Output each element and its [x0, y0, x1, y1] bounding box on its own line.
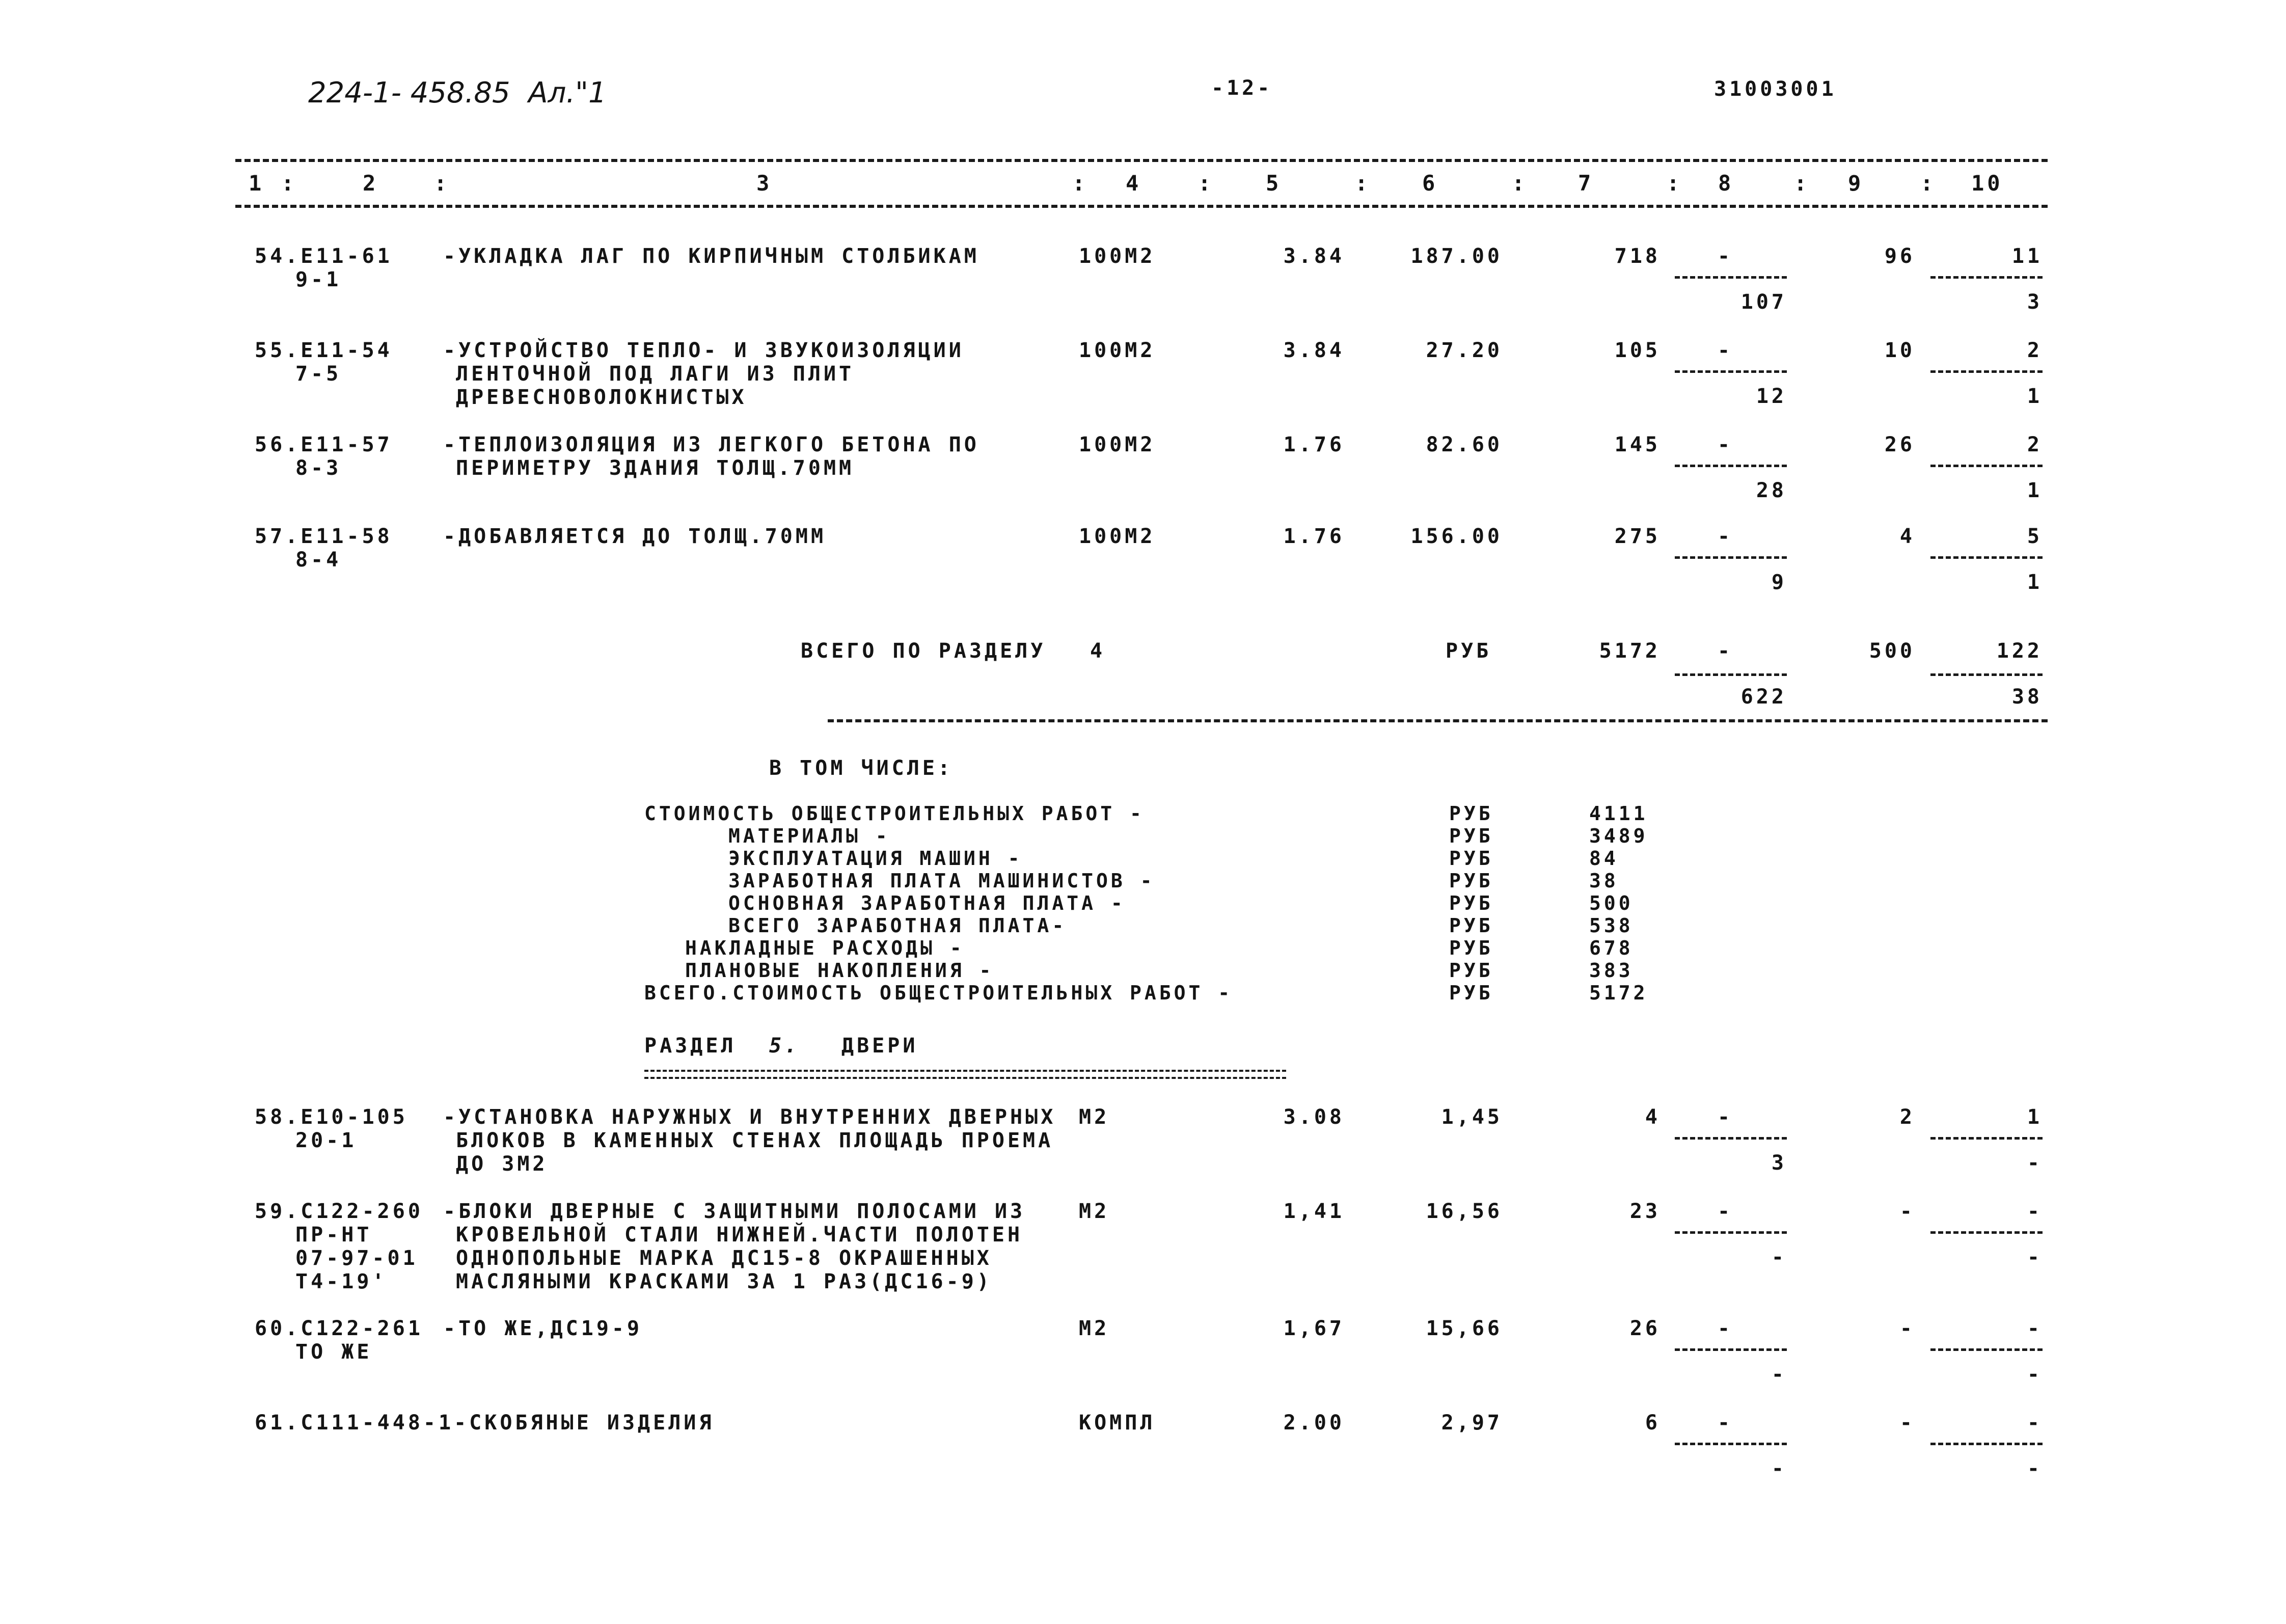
row-c8-bottom: -	[1771, 1457, 1787, 1480]
fraction-rule-c8	[1675, 370, 1787, 373]
col-header-4: 4	[1126, 171, 1142, 196]
row-c9: 4	[1899, 525, 1915, 548]
row-description-line: БЛОКОВ В КАМЕННЫХ СТЕНАХ ПЛОЩАДЬ ПРОЕМА	[456, 1129, 1054, 1152]
document-code: 31003001	[1714, 77, 1837, 101]
fraction-rule-c10	[1930, 1231, 2043, 1234]
row-c8-bottom: 9	[1771, 571, 1787, 594]
row-total: 6	[1645, 1411, 1661, 1434]
section-total-c8-bottom: 622	[1740, 685, 1787, 709]
row-c10-top: 2	[2027, 339, 2043, 362]
row-price: 1,45	[1441, 1105, 1503, 1129]
section-total-value: 5172	[1599, 639, 1661, 663]
row-c10-bottom: 1	[2027, 571, 2043, 594]
row-code: 54.Е11-61	[255, 245, 393, 268]
row-c10-bottom: 3	[2027, 290, 2043, 314]
row-c8-top: -	[1718, 1317, 1733, 1340]
col-sep: :	[1355, 171, 1371, 196]
row-qty: 3.08	[1283, 1105, 1345, 1129]
breakdown-unit: РУБ	[1449, 825, 1493, 847]
row-c10-bottom: -	[2027, 1457, 2043, 1480]
breakdown-value: 383	[1589, 959, 1634, 982]
breakdown-unit: РУБ	[1449, 892, 1493, 914]
row-qty: 3.84	[1283, 339, 1345, 362]
col-header-1: 1	[249, 171, 265, 196]
row-unit: 100М2	[1079, 525, 1156, 548]
row-code: 57.Е11-58	[255, 525, 393, 548]
col-header-6: 6	[1422, 171, 1438, 196]
row-description-line: -БЛОКИ ДВЕРНЫЕ С ЗАЩИТНЫМИ ПОЛОСАМИ ИЗ	[443, 1200, 1026, 1223]
breakdown-unit: РУБ	[1449, 847, 1493, 870]
breakdown-label: СТОИМОСТЬ ОБЩЕСТРОИТЕЛЬНЫХ РАБОТ -	[644, 802, 1145, 825]
row-description-line: МАСЛЯНЫМИ КРАСКАМИ ЗА 1 РАЗ(ДС16-9)	[456, 1270, 992, 1293]
row-c8-top: -	[1718, 339, 1733, 362]
section-total-c9: 500	[1869, 639, 1915, 663]
section-total-unit: РУБ	[1446, 639, 1492, 663]
col-header-10: 10	[1971, 171, 2003, 196]
row-c8-bottom: -	[1771, 1246, 1787, 1269]
row-c10-bottom: 1	[2027, 479, 2043, 502]
row-c8-bottom: 3	[1771, 1151, 1787, 1175]
col-sep: :	[1920, 171, 1937, 196]
row-code-line: 8-3	[295, 456, 342, 480]
fraction-rule-c10	[1930, 1348, 2043, 1351]
row-description-line: -ТЕПЛОИЗОЛЯЦИЯ ИЗ ЛЕГКОГО БЕТОНА ПО	[443, 433, 979, 456]
breakdown-unit: РУБ	[1449, 802, 1493, 825]
col-header-2: 2	[363, 171, 379, 196]
breakdown-value: 4111	[1589, 802, 1648, 825]
row-c9: 96	[1884, 245, 1915, 268]
row-description-line: ДРЕВЕСНОВОЛОКНИСТЫХ	[456, 386, 747, 409]
row-code-line: 7-5	[295, 362, 342, 386]
fraction-rule-c8	[1675, 465, 1787, 467]
col-header-5: 5	[1266, 171, 1282, 196]
col-header-7: 7	[1578, 171, 1594, 196]
col-header-9: 9	[1848, 171, 1864, 196]
breakdown-label: ЗАРАБОТНАЯ ПЛАТА МАШИНИСТОВ -	[728, 870, 1155, 892]
row-total: 23	[1629, 1200, 1661, 1223]
row-price: 16,56	[1426, 1200, 1503, 1223]
row-unit: М2	[1079, 1317, 1110, 1340]
row-price: 82.60	[1426, 433, 1503, 456]
fraction-rule-c8	[1675, 276, 1787, 279]
row-c10-top: 1	[2027, 1105, 2043, 1129]
row-c8-top: -	[1718, 245, 1733, 268]
row-description-line: КРОВЕЛЬНОЙ СТАЛИ НИЖНЕЙ.ЧАСТИ ПОЛОТЕН	[456, 1223, 1023, 1247]
fraction-rule-c10	[1930, 276, 2043, 279]
row-total: 145	[1614, 433, 1661, 456]
row-code: 61.С111-448-1-СКОБЯНЫЕ ИЗДЕЛИЯ	[255, 1411, 715, 1434]
col-header-8: 8	[1718, 171, 1734, 196]
row-description-line: ПЕРИМЕТРУ ЗДАНИЯ ТОЛЩ.70ММ	[456, 456, 855, 480]
breakdown-label: ПЛАНОВЫЕ НАКОПЛЕНИЯ -	[685, 959, 994, 982]
section-total-label: ВСЕГО ПО РАЗДЕЛУ	[801, 639, 1046, 663]
row-c10-bottom: -	[2027, 1246, 2043, 1269]
row-c8-top: -	[1718, 525, 1733, 548]
row-code-line: 20-1	[295, 1129, 357, 1152]
breakdown-unit: РУБ	[1449, 870, 1493, 892]
row-c10-top: -	[2027, 1411, 2043, 1434]
row-qty: 1,67	[1283, 1317, 1345, 1340]
fraction-rule-c8	[1675, 1231, 1787, 1234]
col-sep: :	[1072, 171, 1088, 196]
row-c10-top: -	[2027, 1317, 2043, 1340]
row-unit: 100М2	[1079, 339, 1156, 362]
fraction-rule-c10	[1930, 1137, 2043, 1140]
section-number: 5.	[769, 1034, 800, 1058]
row-c10-top: 2	[2027, 433, 2043, 456]
row-unit: 100М2	[1079, 433, 1156, 456]
row-price: 156.00	[1410, 525, 1503, 548]
document-reference: 224-1- 458.85 Ал."1	[308, 76, 607, 110]
row-qty: 1,41	[1283, 1200, 1345, 1223]
row-code: 59.С122-260	[255, 1200, 423, 1223]
row-c9: 2	[1899, 1105, 1915, 1129]
row-code: 60.С122-261	[255, 1317, 423, 1340]
row-price: 187.00	[1410, 245, 1503, 268]
row-code-line: Т4-19'	[295, 1270, 388, 1293]
row-code-line: 07-97-01	[295, 1247, 418, 1270]
row-qty: 1.76	[1283, 525, 1345, 548]
row-c9: 26	[1884, 433, 1915, 456]
section-total-c10-top: 122	[1996, 639, 2043, 663]
row-c10-top: 5	[2027, 525, 2043, 548]
fraction-rule-c8	[1675, 1443, 1787, 1445]
breakdown-label: ЭКСПЛУАТАЦИЯ МАШИН -	[728, 847, 1023, 870]
row-qty: 3.84	[1283, 245, 1345, 268]
row-price: 27.20	[1426, 339, 1503, 362]
fraction-rule-c10	[1930, 1443, 2043, 1445]
row-description-line: ЛЕНТОЧНОЙ ПОД ЛАГИ ИЗ ПЛИТ	[456, 362, 855, 386]
row-price: 2,97	[1441, 1411, 1503, 1434]
row-unit: М2	[1079, 1200, 1110, 1223]
row-c10-bottom: -	[2027, 1363, 2043, 1386]
breakdown-value: 500	[1589, 892, 1634, 914]
row-description-line: ДО 3М2	[456, 1152, 548, 1176]
fraction-rule	[1675, 673, 1787, 676]
row-c9: -	[1899, 1411, 1915, 1434]
row-c9: -	[1899, 1317, 1915, 1340]
col-sep: :	[434, 171, 450, 196]
col-header-3: 3	[756, 171, 773, 196]
row-price: 15,66	[1426, 1317, 1503, 1340]
breakdown-unit: РУБ	[1449, 937, 1493, 959]
row-total: 4	[1645, 1105, 1661, 1129]
breakdown-label: НАКЛАДНЫЕ РАСХОДЫ -	[685, 937, 965, 959]
row-total: 105	[1614, 339, 1661, 362]
section-label: РАЗДЕЛ	[644, 1034, 737, 1058]
row-description-line: -УКЛАДКА ЛАГ ПО КИРПИЧНЫМ СТОЛБИКАМ	[443, 245, 979, 268]
row-c10-top: 11	[2011, 245, 2043, 268]
row-code-line: ПР-НТ	[295, 1223, 372, 1247]
section-title: ДВЕРИ	[841, 1034, 918, 1058]
row-description-line: -ТО ЖЕ,ДС19-9	[443, 1317, 643, 1340]
row-c8-bottom: 12	[1756, 385, 1787, 408]
row-description-line: -УСТАНОВКА НАРУЖНЫХ И ВНУТРЕННИХ ДВЕРНЫХ	[443, 1105, 1056, 1129]
row-description-line: -УСТРОЙСТВО ТЕПЛО- И ЗВУКОИЗОЛЯЦИИ	[443, 339, 964, 362]
col-sep: :	[1667, 171, 1683, 196]
row-code: 55.Е11-54	[255, 339, 393, 362]
row-c9: -	[1899, 1200, 1915, 1223]
breakdown-value: 3489	[1589, 825, 1648, 847]
fraction-rule-c8	[1675, 1137, 1787, 1140]
page-number: -12-	[1211, 76, 1273, 100]
header-bottom-rule	[235, 205, 2048, 208]
fraction-rule-c10	[1930, 465, 2043, 467]
section-total-c10-bottom: 38	[2011, 685, 2043, 709]
row-c8-bottom: 107	[1740, 290, 1787, 314]
row-c8-top: -	[1718, 1200, 1733, 1223]
col-sep: :	[281, 171, 297, 196]
row-total: 26	[1629, 1317, 1661, 1340]
row-qty: 2.00	[1283, 1411, 1345, 1434]
breakdown-label: ОСНОВНАЯ ЗАРАБОТНАЯ ПЛАТА -	[728, 892, 1126, 914]
fraction-rule-c10	[1930, 556, 2043, 559]
row-description-line: -ДОБАВЛЯЕТСЯ ДО ТОЛЩ.70ММ	[443, 525, 827, 548]
breakdown-unit: РУБ	[1449, 914, 1493, 937]
section-total-rule	[828, 719, 2048, 722]
fraction-rule-c8	[1675, 556, 1787, 559]
fraction-rule	[1930, 673, 2043, 676]
section-total-number: 4	[1090, 639, 1106, 663]
row-unit: М2	[1079, 1105, 1110, 1129]
col-sep: :	[1512, 171, 1528, 196]
breakdown-label: ВСЕГО ЗАРАБОТНАЯ ПЛАТА-	[728, 914, 1067, 937]
breakdown-value: 38	[1589, 870, 1619, 892]
fraction-rule-c10	[1930, 370, 2043, 373]
row-c8-bottom: -	[1771, 1363, 1787, 1386]
breakdown-heading: В ТОМ ЧИСЛЕ:	[769, 756, 953, 780]
row-c9: 10	[1884, 339, 1915, 362]
row-code-line: 9-1	[295, 268, 342, 291]
col-sep: :	[1198, 171, 1214, 196]
row-c10-bottom: -	[2027, 1151, 2043, 1175]
row-total: 718	[1614, 245, 1661, 268]
breakdown-label: МАТЕРИАЛЫ -	[728, 825, 890, 847]
row-code-line: ТО ЖЕ	[295, 1340, 372, 1364]
breakdown-unit: РУБ	[1449, 982, 1493, 1004]
row-c8-bottom: 28	[1756, 479, 1787, 502]
row-unit: 100М2	[1079, 245, 1156, 268]
breakdown-value: 5172	[1589, 982, 1648, 1004]
row-c10-bottom: 1	[2027, 385, 2043, 408]
row-c8-top: -	[1718, 433, 1733, 456]
fraction-rule-c8	[1675, 1348, 1787, 1351]
row-c10-top: -	[2027, 1200, 2043, 1223]
row-qty: 1.76	[1283, 433, 1345, 456]
row-code-line: 8-4	[295, 548, 342, 572]
row-c8-top: -	[1718, 1411, 1733, 1434]
breakdown-unit: РУБ	[1449, 959, 1493, 982]
row-description-line: ОДНОПОЛЬНЫЕ МАРКА ДС15-8 ОКРАШЕННЫХ	[456, 1247, 992, 1270]
header-top-rule	[235, 159, 2048, 162]
row-code: 58.Е10-105	[255, 1105, 408, 1129]
breakdown-label: ВСЕГО.СТОИМОСТЬ ОБЩЕСТРОИТЕЛЬНЫХ РАБОТ -	[644, 982, 1233, 1004]
breakdown-value: 538	[1589, 914, 1634, 937]
row-unit: КОМПЛ	[1079, 1411, 1156, 1434]
row-c8-top: -	[1718, 1105, 1733, 1129]
row-code: 56.Е11-57	[255, 433, 393, 456]
row-total: 275	[1614, 525, 1661, 548]
section-total-c8-top: -	[1718, 639, 1733, 663]
section-double-underline	[644, 1070, 1286, 1079]
breakdown-value: 678	[1589, 937, 1634, 959]
breakdown-value: 84	[1589, 847, 1619, 870]
col-sep: :	[1794, 171, 1810, 196]
